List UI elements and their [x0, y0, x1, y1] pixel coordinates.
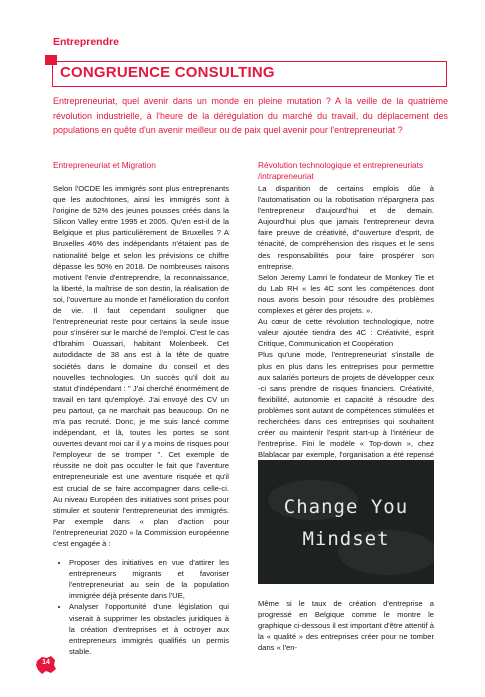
intro-paragraph: Entrepreneuriat, quel avenir dans un monde en pleine mutation ? A la veille de la quatrième révolution industrielle, à l'heure de la dérégulation du marché du travail, du déplacement des populations en quête d'un avenir meilleur ou de paix quel avenir pour l'entrepreneuriat ?	[53, 96, 448, 135]
chalkboard-line-2: Mindset	[302, 528, 390, 550]
bullet-item: • Proposer des initiatives en vue d'attirer les entrepreneurs migrants et favoriser l'entrepreneuriat au sein de la population immigrée déjà présente dans l'UE,	[69, 557, 229, 601]
right-column-body: La disparition de certains emplois dûe à l'automatisation ou la robotisation n'épargnera pas l'entrepreneur d'aujourd'hui et de demain. Aujourd'hui plus que jamais l'entrepreneur devra faire preuve de créativité, d"ouverture d'esprit, de ténacité, de compréhension des risques et le sens des responsabilités pour faire prospérer son entreprise. Selon Jeremy Lamri le fondateur de Monkey Tie et du Lab RH « les 4C sont les compétences dont nous avons besoin pour résoudre des problèmes complexes et gérer des projets. ». Au cœur de cette révolution technologique, notre valeur ajoutée tiendra des 4C : Créativité, esprit Critique, Communication et Coopération Plus qu'une mode, l'entrepreneuriat s'installe de plus en plus dans les entreprises pour permettre aux salariés porteurs de projets de développer ceux -ci sans prendre de risques financiers. Créativité, flexibilité, autonomie et capacité à résoudre des problèmes sont autant de compétences stimulées et recherchées dans ces entreprises qui souhaitent créer ou maintenir l'esprit start-up à l'intérieur de l'entreprise. Fini le modèle « Top-down », chez Blablacar par exemple, l'organisation a été repensé	[258, 184, 434, 460]
left-column-body: Selon l'OCDE les immigrés sont plus entreprenants que les autochtones, ainsi les immigrés sont à l'origine de 52% des jeunes pousses créés dans la Silicon Valley entre 1995 et 2005. Qu'en est-il de la Belgique et plus particulièrement de Bruxelles ? A Bruxelles 46% des indépendants n'étaient pas de nationalité belge et selon les prévisions ce chiffre dépasse les 50% en 2018. De nombreuses raisons motivent l'envie d'entreprendre, la reconnaissance, la liberté, la maîtrise de son destin, la réalisation de soi, l'ouverture au monde et l'amélioration du confort de vie. Il faut cependant souligner que l'entrepreneuriat reste pour certains la seule issue pour s'insérer sur le marché de l'emploi. C'est le cas d'Ibrahim Ouassari, habitant Molenbeek. Cet autodidacte de 38 ans est à la tête de quatre sociétés dans le domaine du conseil et des nouvelles technologies. Un succès qu'il doit au statut d'indépendant : " J'ai cherché énormément de travail en tant qu'employé. J'ai envoyé des CV un peu partout, ça ne marchait pas beaucoup. On ne m'a pas recruté. Donc, je me suis lancé comme indépendant, et là, toutes les portes se sont ouvertes devant moi car il y a moins de risques pour l'employeur de se tromper ". Cet exemple de réussite ne doit pas occulter le fait que l'aventure entrepreneuriale est une aventure risquée et qu'il est crucial de se faire accompagner dans celle-ci. Au niveau Européen des initiatives sont prises pour stimuler et soutenir l'entrepreneuriat des immigrés. Par exemple dans « plan d'action pour l'entrepreneuriat 2020 » la Commission européenne c'est engagée à :	[53, 184, 229, 548]
chalkboard-image	[258, 460, 434, 584]
bullet-list	[53, 557, 229, 657]
title-accent-bar	[45, 55, 57, 65]
left-column	[53, 183, 229, 657]
left-column-heading: Entrepreneuriat et Migration	[53, 160, 156, 170]
page-title: CONGRUENCE CONSULTING	[60, 64, 275, 81]
right-column-continuation: Même si le taux de création d'entreprise a progressé en Belgique comme le montre le graphique ci-dessous il est important d'être attentif à la « qualité » des entreprises créer pour ne tomber dans « l'en-	[258, 599, 434, 653]
section-label: Entreprendre	[53, 36, 119, 48]
bullet-item: • Analyser l'opportunité d'une législation qui viserait à supprimer les obstacles juridiques à la création d'entreprises et à octroyer aux entrepreneurs immigrés qualifiés un permis stable.	[69, 601, 229, 656]
right-column-heading: Révolution technologique et entrepreneuriats /intrapreneuriat	[258, 160, 424, 181]
page-number: 14	[42, 659, 50, 666]
chalkboard-line-1: Change You	[283, 496, 409, 518]
right-column	[258, 183, 434, 483]
